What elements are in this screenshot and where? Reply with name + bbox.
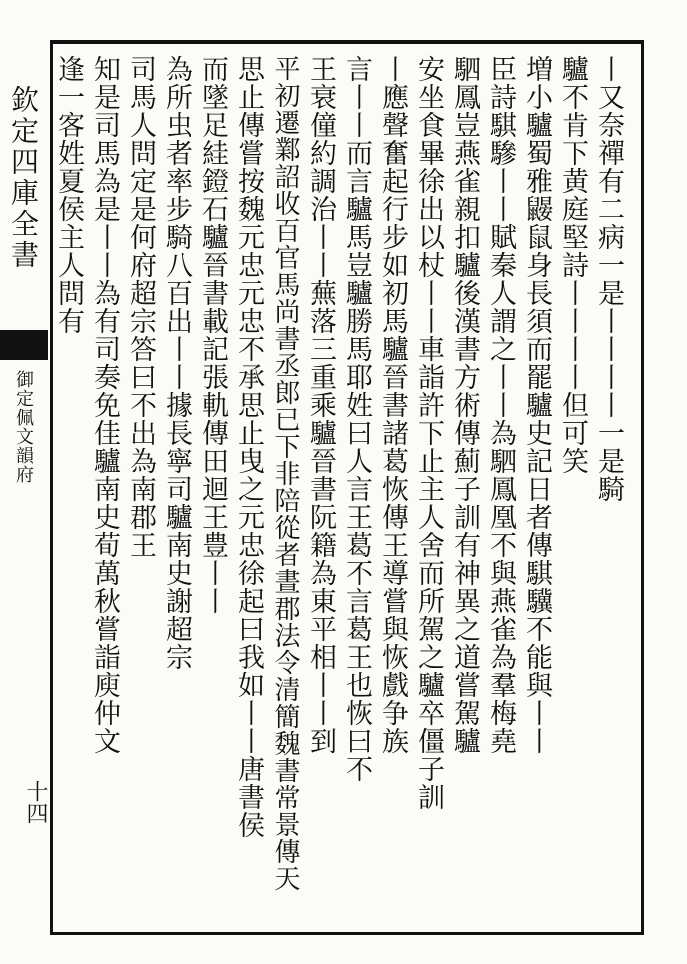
book-title: 欽定四庫全書 xyxy=(7,85,40,271)
page-margin xyxy=(0,40,48,928)
text-column-5: 駟鳳豈燕雀親扣驢後漢書方術傳薊子訓有神異之道嘗駕驢 xyxy=(449,55,480,755)
text-column-8: 言丨丨而言驢馬豈驢勝馬耶姓曰人言王葛不言葛王也恢曰不 xyxy=(341,55,372,783)
text-column-14: 司馬人問定是何府超宗答曰不出為南郡王 xyxy=(125,55,156,559)
text-column-7: 丨應聲奮起行步如初馬驢晉書諸葛恢傳王導嘗與恢戲争族 xyxy=(377,55,408,755)
page-number: 十四 xyxy=(23,780,48,824)
text-column-2: 驢不肯下黄庭堅詩丨丨丨丨但可笑 xyxy=(557,55,588,475)
text-column-13: 為所虫者率步騎八百出丨丨據長寧司驢南史謝超宗 xyxy=(161,55,192,671)
book-subtitle: 御定佩文韻府 xyxy=(13,370,34,484)
text-column-3: 増小驢蜀雅鼹鼠身長須而罷驢史記日者傳騏驥不能與丨丨 xyxy=(521,55,552,755)
text-column-9: 王衰僮約調治丨丨蕪落三重乘驢晉書阮籍為東平相丨丨到 xyxy=(305,55,336,755)
text-column-4: 臣詩騏驂丨丨賦秦人謂之丨丨為駟鳳凰不與燕雀為羣梅堯 xyxy=(485,55,516,755)
text-column-12: 而墜足絓鐙石驢晉書載記張軌傳田迴王豊丨丨 xyxy=(197,55,228,615)
text-column-16: 逢一客姓夏侯主人問有 xyxy=(53,55,84,335)
text-column-1: 丨又奈禪有二病一是丨丨丨丨一是騎 xyxy=(593,55,624,503)
text-column-15: 知是司馬為是丨丨為有司奏免佳驢南史荀萬秋嘗詣庾仲文 xyxy=(89,55,120,755)
text-column-6: 安坐食畢徐出以杖丨丨車詣許下止主人舍而所駕之驢卒僵子訓 xyxy=(413,55,444,811)
text-column-10: 平初遷鄴詔收百官馬尚書丞郎已下非陪從者晝郡法令清簡魏書常景傳天 xyxy=(270,55,300,892)
text-column-11: 思止傳嘗按魏元忠元忠不承思止曳之元忠徐起曰我如丨丨唐書侯 xyxy=(233,55,264,839)
fishtail-mark xyxy=(0,330,48,360)
